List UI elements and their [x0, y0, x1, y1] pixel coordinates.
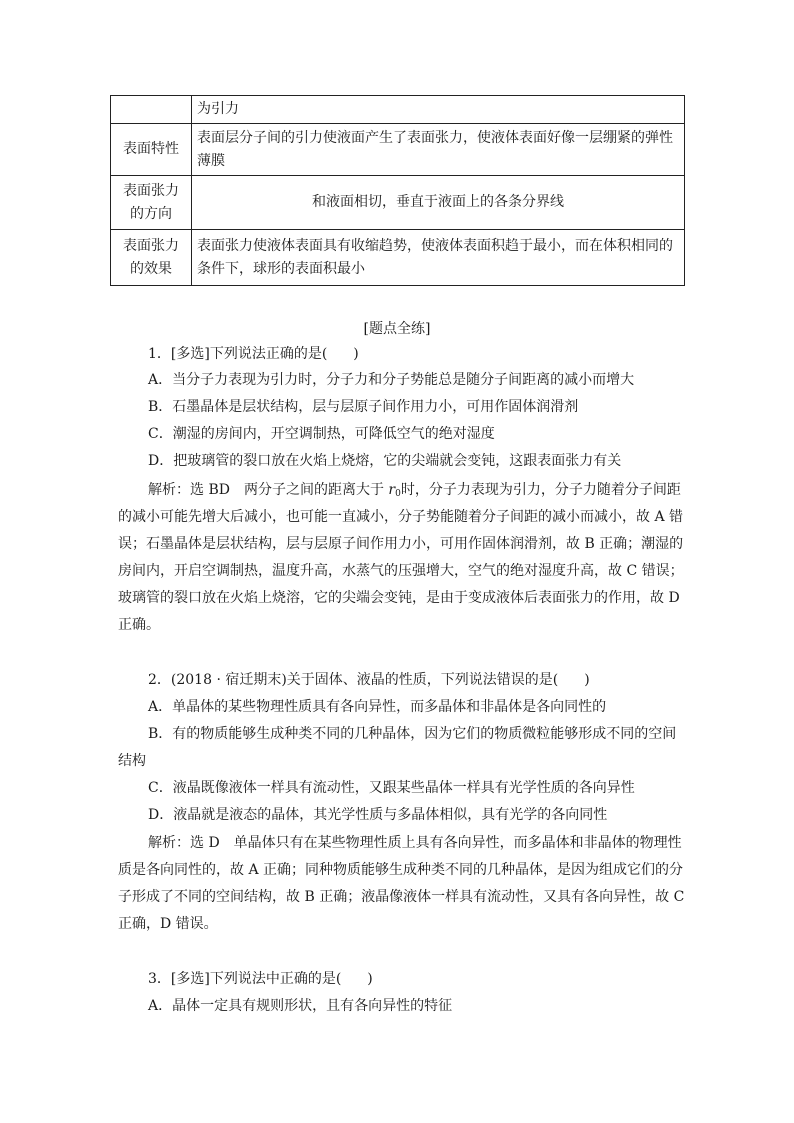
analysis-text: 解析：选 BD 两分子之间的距离大于 [148, 482, 389, 498]
table-value-cell: 和液面相切，垂直于液面上的各条分界线 [192, 176, 685, 230]
question-stem-end: ) [353, 346, 359, 362]
question-stem-end: ) [584, 672, 590, 688]
analysis-subscript: 0 [395, 489, 401, 499]
question-stem-text: 3．[多选]下列说法中正确的是( [148, 971, 342, 987]
question-2-option-a: A．单晶体的某些物理性质具有各向异性，而多晶体和非晶体是各向同性的 [148, 699, 607, 715]
table-value-cell: 表面层分子间的引力使液面产生了表面张力，使液体表面好像一层绷紧的弹性薄膜 [192, 124, 685, 176]
question-2-stem [148, 670, 590, 690]
table-key-text: 表面张力的方向 [123, 182, 179, 222]
table-key-cell [111, 176, 192, 230]
question-1-option-d: D．把玻璃管的裂口放在火焰上烧熔，它的尖端就会变钝，这跟表面张力有关 [148, 453, 622, 469]
question-2-analysis-line: 质是各向同性的，故 A 正确；同种物质能够生成种类不同的几种晶体，是因为组成它们的分 [118, 862, 684, 878]
table-row [111, 176, 685, 230]
question-1-option-a: A．当分子力表现为引力时，分子力和分子势能总是随分子间距离的减小而增大 [148, 372, 635, 388]
question-1-analysis-line [148, 480, 681, 504]
surface-tension-table [110, 95, 685, 286]
question-2-option-b: B．有的物质能够生成种类不同的几种晶体，因为它们的物质微粒能够形成不同的空间 [148, 726, 677, 742]
question-1-option-b: B．石墨晶体是层状结构，层与层原子间作用力小，可用作固体润滑剂 [148, 399, 579, 415]
section-title: [题点全练] [363, 321, 431, 337]
table-row [111, 230, 685, 286]
analysis-text: 时，分子力表现为引力，分子力随着分子间距 [400, 482, 681, 498]
question-1-stem [148, 344, 359, 364]
table-row [111, 124, 685, 176]
question-1-analysis-line: 误；石墨晶体是层状结构，层与层原子间作用力小，可用作固体润滑剂，故 B 正确；潮湿的 [118, 536, 684, 552]
question-2-analysis-line: 子形成了不同的空间结构，故 B 正确；液晶像液体一样具有流动性，又具有各向异性，故 C [118, 889, 685, 905]
table-value-cell: 为引力 [192, 96, 685, 124]
table-row [111, 96, 685, 124]
question-2-option-d: D．液晶就是液态的晶体，其光学性质与多晶体相似，具有光学的各向同性 [148, 807, 608, 823]
question-3-option-a: A．晶体一定具有规则形状，且有各向异性的特征 [148, 998, 453, 1014]
question-1-analysis-line: 玻璃管的裂口放在火焰上烧溶，它的尖端会变钝，是由于变成液体后表面张力的作用，故 D [118, 590, 680, 606]
question-stem-text: 2．(2018 · 宿迁期末)关于固体、液晶的性质，下列说法错误的是( [148, 672, 559, 688]
table-key-cell [111, 96, 192, 124]
table-key-cell [111, 230, 192, 286]
table-key-text: 表面张力的效果 [123, 237, 179, 277]
question-1-option-c: C．潮湿的房间内，开空调制热，可降低空气的绝对湿度 [148, 426, 495, 442]
question-1-analysis-line: 的减小可能先增大后减小，也可能一直减小，分子势能随着分子间距的减小而减小，故 A 错 [118, 509, 684, 525]
question-2-analysis-line: 正确，D 错误。 [118, 916, 218, 932]
question-1-analysis-line: 正确。 [118, 617, 160, 633]
question-2-option-b-cont: 结构 [118, 753, 146, 769]
question-1-analysis-line: 房间内，开启空调制热，温度升高，水蒸气的压强增大，空气的绝对湿度升高，故 C 错误； [118, 563, 684, 579]
question-3-stem [148, 969, 373, 989]
table-key-cell: 表面特性 [111, 124, 192, 176]
analysis-symbol: r [388, 482, 396, 498]
question-2-analysis-line: 解析：选 D 单晶体只有在某些物理性质上具有各向异性，而多晶体和非晶体的物理性 [148, 835, 682, 851]
table-value-cell: 表面张力使液体表面具有收缩趋势，使液体表面积趋于最小，而在体积相同的条件下，球形的表面积最小 [192, 230, 685, 286]
question-stem-text: 1．[多选]下列说法正确的是( [148, 346, 328, 362]
question-stem-end: ) [367, 971, 373, 987]
question-2-option-c: C．液晶既像液体一样具有流动性，又跟某些晶体一样具有光学性质的各向异性 [148, 780, 635, 796]
